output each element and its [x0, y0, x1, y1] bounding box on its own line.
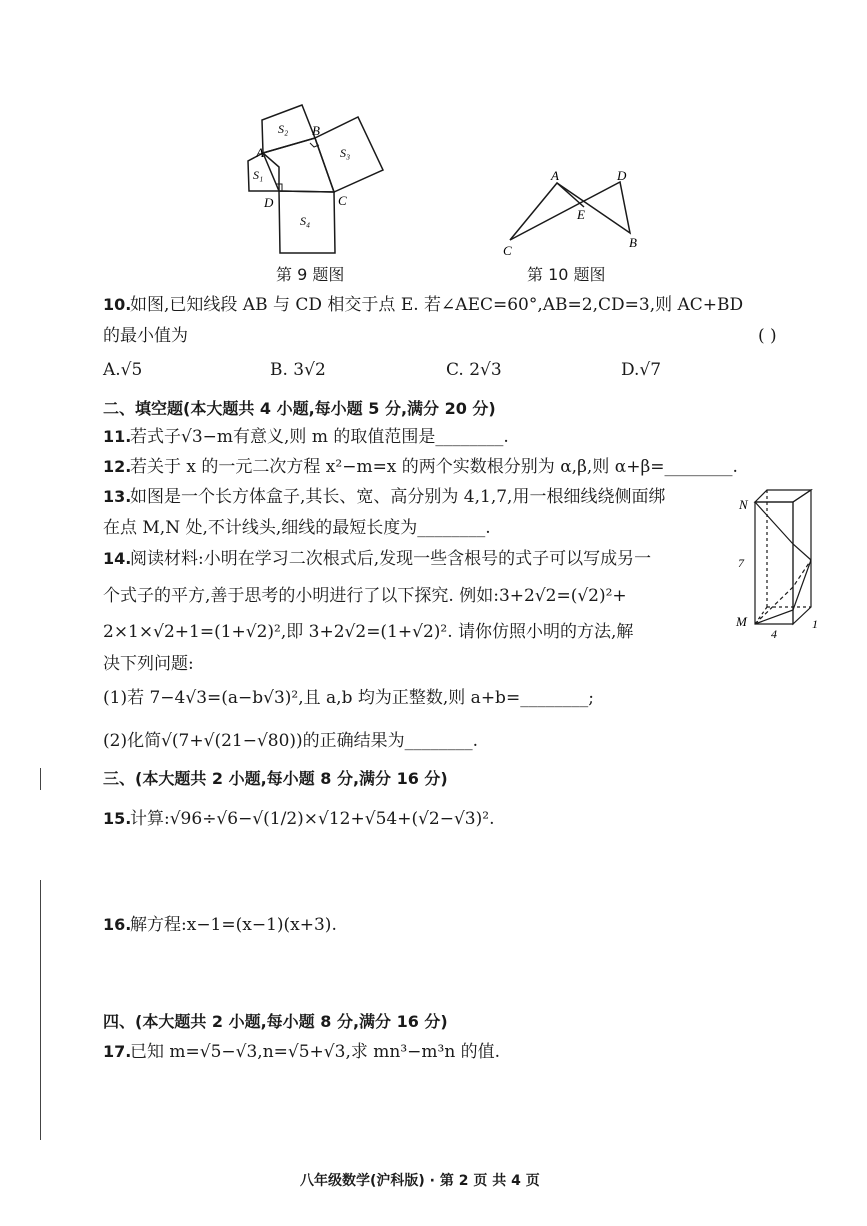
label-m: M [736, 614, 747, 629]
q10-option-c: C. 2√3 [446, 360, 502, 380]
q10-answer-bracket: ( ) [758, 326, 777, 346]
q15-number: 15. [103, 809, 132, 828]
q13-line2: 在点 M,N 处,不计线头,细线的最短长度为________. [103, 518, 491, 538]
q14-line3: 2×1×√2+1=(1+√2)²,即 3+2√2=(1+√2)². 请你仿照小明的方法,解 [103, 622, 634, 642]
figure-10-caption: 第 10 题图 [527, 265, 606, 284]
q14-number: 14. [103, 549, 132, 568]
figure-9-diagram [240, 95, 400, 260]
q10-option-a: A.√5 [103, 360, 143, 380]
label-d: D [264, 195, 274, 210]
q10-option-b: B. 3√2 [270, 360, 326, 380]
q14-line4: 决下列问题: [103, 654, 194, 674]
label-s2: S₂ [278, 122, 289, 136]
label-c: C [503, 243, 512, 258]
q16-text: 解方程:x−1=(x−1)(x+3). [130, 915, 337, 935]
box-front-face [755, 502, 793, 624]
q10-option-d: D.√7 [621, 360, 662, 380]
q15-text: 计算:√96÷√6−√(1/2)×√12+√54+(√2−√3)². [130, 809, 495, 829]
label-d: D [617, 168, 627, 183]
label-a: A [256, 145, 264, 160]
q17-number: 17. [103, 1042, 132, 1061]
box-figure [733, 482, 828, 642]
q14-line2: 个式子的平方,善于思考的小明进行了以下探究. 例如:3+2√2=(√2)²+ [103, 586, 627, 606]
q13-number: 13. [103, 487, 132, 506]
q11-text: 若式子√3−m有意义,则 m 的取值范围是________. [130, 427, 509, 447]
label-s3: S₃ [340, 146, 351, 160]
segment-ca [510, 183, 584, 240]
binding-line [40, 880, 41, 1140]
label-length-4: 4 [771, 627, 777, 641]
section-3-heading: 三、(本大题共 2 小题,每小题 8 分,满分 16 分) [103, 769, 448, 788]
section-4-heading: 四、(本大题共 2 小题,每小题 8 分,满分 16 分) [103, 1012, 448, 1031]
q14-part2: (2)化简√(7+√(21−√80))的正确结果为________. [103, 731, 479, 751]
q11-number: 11. [103, 427, 132, 446]
q14-part1: (1)若 7−4√3=(a−b√3)²,且 a,b 均为正整数,则 a+b=________; [103, 688, 594, 708]
label-b: B [629, 235, 637, 250]
q10-number: 10. [103, 295, 132, 314]
label-a: A [551, 168, 559, 183]
label-width-1: 1 [812, 617, 818, 631]
q10-line2: 的最小值为 [103, 326, 188, 346]
label-e: E [577, 207, 585, 222]
label-s1: S₁ [253, 168, 264, 182]
q16-number: 16. [103, 915, 132, 934]
label-c: C [338, 193, 347, 208]
q12-number: 12. [103, 457, 132, 476]
q17-text: 已知 m=√5−√3,n=√5+√3,求 mn³−m³n 的值. [130, 1042, 501, 1062]
label-b: B [312, 123, 320, 138]
q12-text: 若关于 x 的一元二次方程 x²−m=x 的两个实数根分别为 α,β,则 α+β=________. [130, 457, 738, 477]
label-s4: S₄ [300, 214, 311, 228]
segments-cd-db-ab [510, 182, 630, 240]
figure-10-diagram [495, 165, 655, 260]
figure-9-caption: 第 9 题图 [276, 265, 345, 284]
q13-line1: 如图是一个长方体盒子,其长、宽、高分别为 4,1,7,用一根细线绕侧面绑 [130, 487, 666, 507]
center-quadrilateral [263, 138, 334, 192]
section-2-heading: 二、填空题(本大题共 4 小题,每小题 5 分,满分 20 分) [103, 399, 496, 418]
q10-line1: 如图,已知线段 AB 与 CD 相交于点 E. 若∠AEC=60°,AB=2,CD=3,则 AC+BD [130, 295, 744, 315]
string-path-top [755, 502, 811, 560]
binding-mark [40, 768, 41, 790]
page-footer: 八年级数学(沪科版) · 第 2 页 共 4 页 [300, 1173, 540, 1189]
label-n: N [739, 497, 748, 512]
label-height-7: 7 [738, 556, 744, 570]
q14-line1: 阅读材料:小明在学习二次根式后,发现一些含根号的式子可以写成另一 [130, 549, 652, 569]
